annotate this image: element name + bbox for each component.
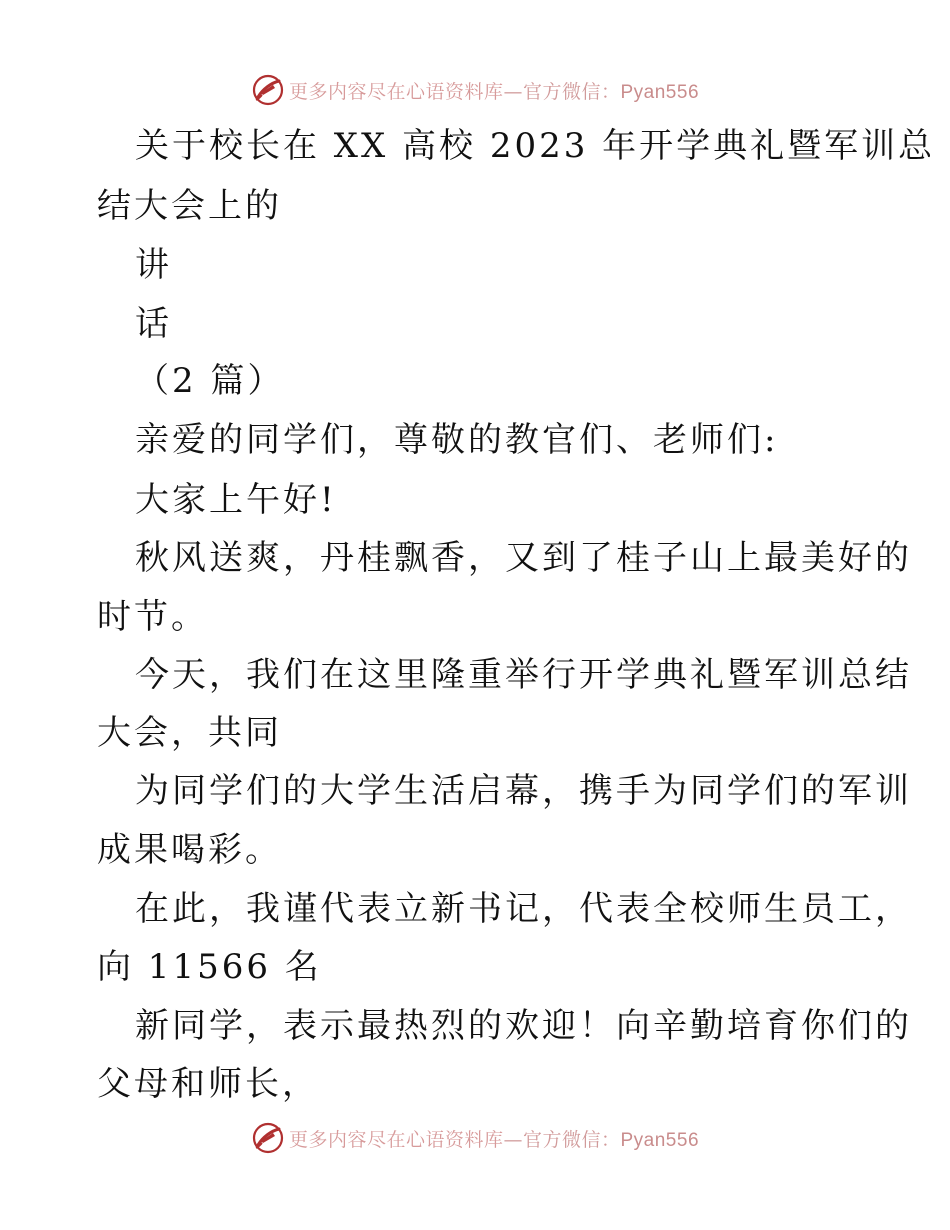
text-line: 大会，共同	[97, 713, 282, 753]
text-line: 亲爱的同学们，尊敬的教官们、老师们:	[135, 420, 779, 460]
text-line: 新同学，表示最热烈的欢迎！向辛勤培育你们的	[135, 1006, 912, 1046]
text-line: 大家上午好!	[135, 480, 337, 520]
text-line: 结大会上的	[97, 186, 282, 226]
text-line: 关于校长在 XX 高校 2023 年开学典礼暨军训总	[135, 126, 936, 166]
text-line: 时节。	[97, 597, 208, 637]
watermark-separator: —	[503, 1128, 523, 1151]
watermark-text	[289, 1125, 699, 1152]
text-line: （2 篇）	[135, 361, 285, 401]
text-line: 为同学们的大学生活启幕，携手为同学们的军训	[135, 771, 912, 811]
text-line: 向 11566 名	[97, 947, 322, 987]
text-line: 秋风送爽，丹桂飘香，又到了桂子山上最美好的	[135, 538, 912, 578]
watermark-text	[289, 77, 699, 104]
watermark-main: 更多内容尽在心语资料库	[288, 80, 504, 103]
text-line: 话	[135, 304, 172, 344]
text-line: 今天，我们在这里隆重举行开学典礼暨军训总结	[135, 655, 912, 695]
text-line: 在此，我谨代表立新书记，代表全校师生员工，	[135, 889, 912, 929]
text-line: 成果喝彩。	[97, 830, 282, 870]
watermark-wechat-label: 官方微信：	[522, 80, 621, 103]
pen-logo-icon	[251, 1121, 285, 1155]
watermark-wechat-id: Pyan556	[620, 1129, 700, 1151]
watermark-wechat-id: Pyan556	[620, 81, 700, 103]
watermark-main: 更多内容尽在心语资料库	[288, 1128, 504, 1151]
text-line: 讲	[135, 245, 172, 285]
pen-logo-icon	[251, 73, 285, 107]
watermark-banner-bottom	[0, 1118, 950, 1158]
text-line: 父母和师长，	[97, 1064, 319, 1104]
watermark-banner-top	[0, 70, 950, 110]
watermark-separator: —	[503, 80, 523, 103]
watermark-wechat-label: 官方微信：	[522, 1128, 621, 1151]
